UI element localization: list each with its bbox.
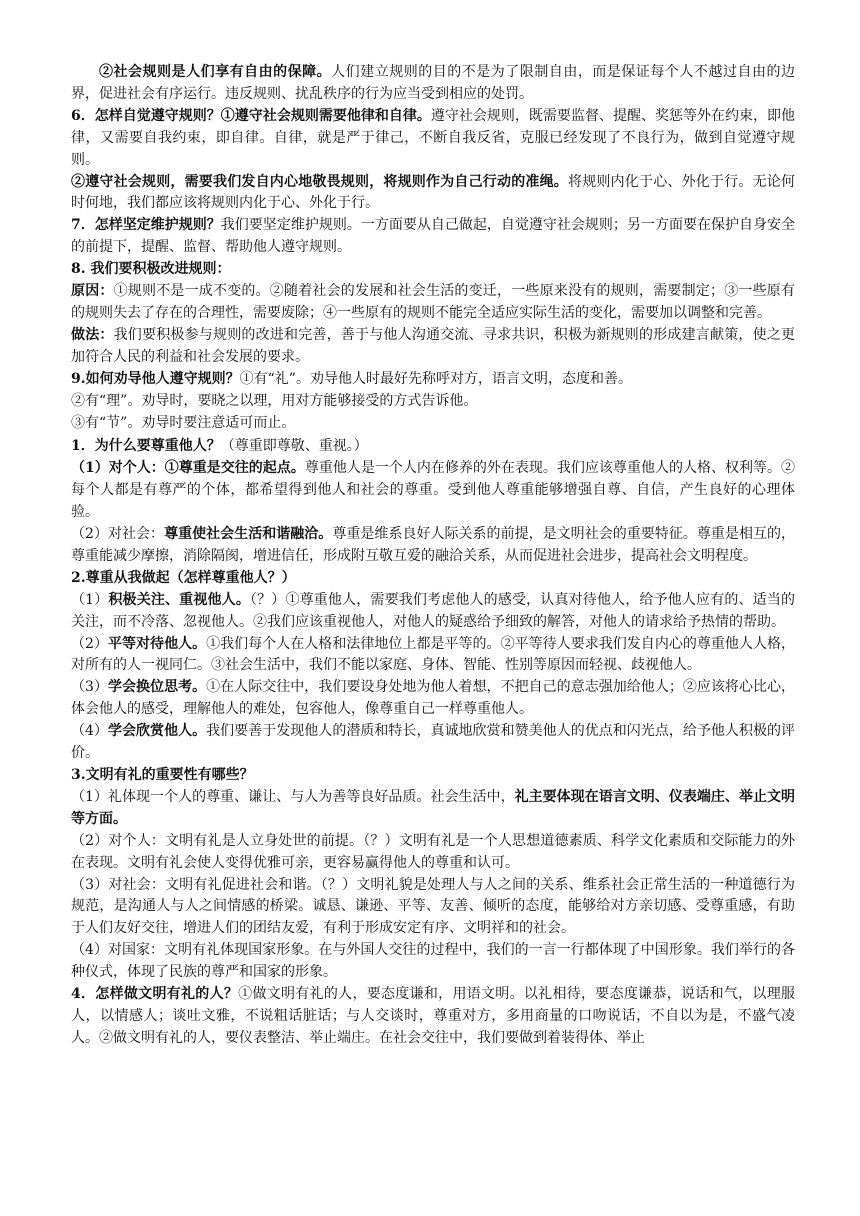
item-number: （2） (71, 635, 108, 652)
item-number: （2）对社会： (71, 526, 165, 543)
item-number: （3） (71, 679, 108, 696)
paragraph-q9-point3: ③有“节”。劝导时要注意适可而止。 (71, 414, 296, 431)
paragraph-courtesy-nation: （4）对国家：文明有礼体现国家形象。在与外国人交往的过程中，我们的一言一行都体现了中国形象。我们举行的各种仪式，体现了民族的尊严和国家的形象。 (71, 942, 795, 981)
bold-heading: 学会欣赏他人。 (107, 723, 207, 740)
body-text: 人们建立规则的目的不是为了限制自由，而是保证每个人不越过自由的边界，促进社会有序运行。违反规则、扰乱秩序的行为应当受到相应的处罚。 (71, 64, 795, 102)
body-text: （1）礼体现一个人的尊重、谦让、与人为善等良好品质。社会生活中， (71, 788, 515, 805)
question-heading-q2: 2.尊重从我做起（怎样尊重他人？） (71, 569, 296, 586)
body-text: 尊重他人是一个人内在修养的外在表现。我们应该尊重他人的人格、权利等。②每个人都是有尊严的个体，都希望得到他人和社会的尊重。受到他人尊重能够增强自尊、自信，产生良好的心理体验。 (71, 460, 795, 521)
paragraph-q6-point2 (71, 172, 795, 216)
paragraph-courtesy-how (71, 984, 795, 1050)
bold-heading: ②遵守社会规则，需要我们发自内心地敬畏规则，将规则作为自己行动的准绳。 (71, 173, 568, 190)
bold-heading: 尊重使社会生活和谐融洽。 (164, 526, 333, 543)
paragraph-respect-individual (71, 458, 795, 524)
paragraph-courtesy-individual: （2）对个人：文明有礼是人立身处世的前提。（？）文明有礼是一个人思想道德素质、科学文化素质和交际能力的外在表现。文明有礼会使人变得优雅可亲，更容易赢得他人的尊重和认可。 (71, 832, 795, 871)
paragraph-respect-equality (71, 634, 795, 678)
question-heading: 7．怎样坚定维护规则？ (71, 217, 221, 234)
paragraph-respect-appreciate (71, 721, 795, 765)
bold-heading: 学会换位思考。 (107, 679, 207, 696)
paragraph-social-rules-freedom (71, 62, 795, 106)
body-text: 将规则内化于心、外化于行。无论何时何地，我们都应该将规则内化于心、外化于行。 (71, 173, 795, 212)
body-text: 我们要坚定维护规则。一方面要从自己做起，自觉遵守社会规则；另一方面要在保护自身安全的前提下，提醒、监督、帮助他人遵守规则。 (71, 217, 795, 256)
body-text: ①做文明有礼的人，要态度谦和，用语文明。以礼相待，要态度谦恭，说话和气，以理服人，以情感人；谈吐文雅，不说粗话脏话；与人交谈时，尊重对方，多用商量的口吻说话，不自以为是，不盛气凌人。②做文明有礼的人，要仪表整洁、举止端庄。在社会交往中，我们要做到着装得体、举止 (71, 986, 795, 1046)
paragraph-q8-methods (71, 325, 795, 369)
body-text: 我们要积极参与规则的改进和完善，善于与他人沟通交流、寻求共识，积极为新规则的形成建言献策，使之更加符合人民的利益和社会发展的要求。 (71, 326, 796, 365)
body-text: 尊重是维系良好人际关系的前提，是文明社会的重要特征。尊重是相互的，尊重能减少摩擦，消除隔阂，增进信任，形成附互敬互爱的融洽关系，从而促进社会进步，提高社会文明程度。 (71, 526, 796, 564)
paragraph-courtesy-society: （3）对社会：文明有礼促进社会和谐。（？）文明礼貌是处理人与人之间的关系、维系社会正常生活的一种道德行为规范，是沟通人与人之间情感的桥梁。诚恳、谦逊、平等、友善、倾听的态度，能够给对方亲切感、受尊重感，有助于人们友好交往，增进人们的团结友爱，有利于形成安定有序、文明祥和的社会。 (71, 876, 795, 937)
body-text: ①在人际交往中，我们要设身处地为他人着想，不把自己的意志强加给他人；②应该将心比心，体会他人的感受，理解他人的难处，包容他人，像尊重自己一样尊重他人。 (71, 679, 796, 718)
paragraph-q6-obey-rules (71, 106, 795, 172)
body-text: ①我们每个人在人格和法律地位上都是平等的。②平等待人要求我们发自内心的尊重他人人格，对所有的人一视同仁。③社会生活中，我们不能以家庭、身体、智能、性别等原因而轻视、歧视他人。 (71, 635, 796, 674)
bold-heading: （1）对个人：①尊重是交往的起点。 (71, 460, 305, 477)
paragraph-courtesy-qualities (71, 787, 795, 831)
item-number: （1） (71, 591, 109, 608)
bold-heading: 平等对待他人。 (107, 635, 207, 652)
body-text: ①有“礼”。劝导他人时最好先称呼对方，语言文明，态度和善。 (239, 370, 632, 387)
question-heading: 6．怎样自觉遵守规则？①遵守社会规则需要他律和自律。 (71, 107, 431, 124)
question-heading: 4．怎样做文明有礼的人？ (71, 986, 239, 1003)
paragraph-respect-empathy (71, 677, 795, 721)
paragraph-respect-q1 (71, 436, 795, 458)
paragraph-q7-maintain-rules (71, 215, 795, 259)
label-reasons: 原因： (71, 283, 114, 300)
question-heading-q8: 8. 我们要积极改进规则： (71, 261, 231, 278)
paragraph-respect-attention (71, 590, 795, 634)
body-text: （尊重即尊敬、重视。） (220, 438, 368, 455)
body-text: 我们要善于发现他人的潜质和特长，真诚地欣赏和赞美他人的优点和闪光点，给予他人积极的评价。 (71, 723, 796, 762)
question-heading: 9.如何劝导他人遵守规则？ (71, 370, 240, 387)
bold-heading: 积极关注、重视他人。 (108, 591, 250, 608)
paragraph-q9-persuade (71, 369, 795, 391)
paragraph-q9-point2: ②有“理”。劝导时，要晓之以理，用对方能够接受的方式告诉他。 (71, 392, 478, 409)
paragraph-q8-reasons (71, 281, 795, 325)
body-text: （？）①尊重他人，需要我们考虑他人的感受，认真对待他人，给予他人应有的、适当的关注，而不冷落、忽视他人。②我们应该重视他人，对他人的疑惑给予细致的解答，对他人的请求给予热情的帮助。 (71, 591, 796, 630)
paragraph-respect-society (71, 524, 795, 568)
question-heading-q3: 3.文明有礼的重要性有哪些？ (71, 767, 254, 783)
document-page (71, 62, 795, 1050)
body-text: ①规则不是一成不变的。②随着社会的发展和社会生活的变迁，一些原来没有的规则，需要制定；③一些原有的规则失去了存在的合理性，需要废除；④一些原有的规则不能完全适应实际生活的变化，需要加以调整和完善。 (71, 283, 796, 321)
question-heading: 1．为什么要尊重他人？ (71, 438, 221, 455)
label-methods: 做法： (71, 326, 114, 343)
body-text: 遵守社会规则，既需要监督、提醒、奖惩等外在约束，即他律，又需要自我约束，即自律。自律，就是严于律己，不断自我反省，克服已经发现了不良行为，做到自觉遵守规则。 (71, 107, 795, 168)
item-number: （4） (71, 723, 108, 740)
bold-heading: 礼主要体现在语言文明、仪表端庄、举止文明等方面。 (71, 788, 796, 827)
bold-heading: ②社会规则是人们享有自由的保障。 (99, 64, 332, 80)
